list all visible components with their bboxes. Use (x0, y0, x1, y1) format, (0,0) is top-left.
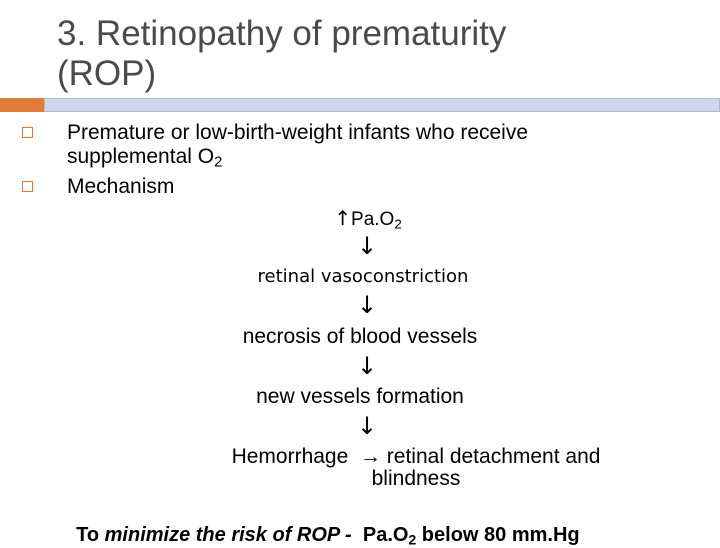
mechanism-step-necrosis: necrosis of blood vessels (242, 325, 478, 348)
mechanism-step-pao2: $↑Pa.O_2$ (334, 206, 402, 232)
title-line-1: 3. Retinopathy of prematurity (57, 14, 507, 53)
bullet-1-line-2: supplemental $O_2$ (67, 145, 223, 171)
down-arrow-icon: ↓ (356, 352, 378, 380)
title-line-2: (ROP) (57, 54, 157, 93)
bullet-1-line-1: Premature or low-birth-weight infants who receive (67, 121, 529, 144)
title-divider-bar (44, 98, 720, 112)
up-arrow-icon: ↑ (334, 206, 352, 230)
bullet-square-icon (22, 127, 33, 138)
bullet-2: Mechanism (67, 175, 175, 198)
slide-title (57, 14, 677, 94)
hemorrhage-line-2: blindness (371, 467, 461, 490)
down-arrow-icon: ↓ (356, 412, 378, 440)
mechanism-step-vasoconstriction: retinal vasoconstriction (257, 266, 469, 287)
mechanism-step-new-vessels: new vessels formation (256, 385, 464, 408)
down-arrow-icon: ↓ (356, 232, 378, 260)
down-arrow-icon: ↓ (356, 291, 378, 319)
bullet-1 (67, 121, 528, 169)
conclusion-text: To minimize the risk of ROP - $Pa.O_2$ below 80 mm.Hg (76, 524, 580, 548)
hemorrhage-line-1: Hemorrhage → retinal detachment and (231, 445, 601, 468)
mechanism-step-hemorrhage (56, 446, 720, 490)
bullet-square-icon (22, 181, 33, 192)
title-accent-bar (0, 98, 44, 112)
